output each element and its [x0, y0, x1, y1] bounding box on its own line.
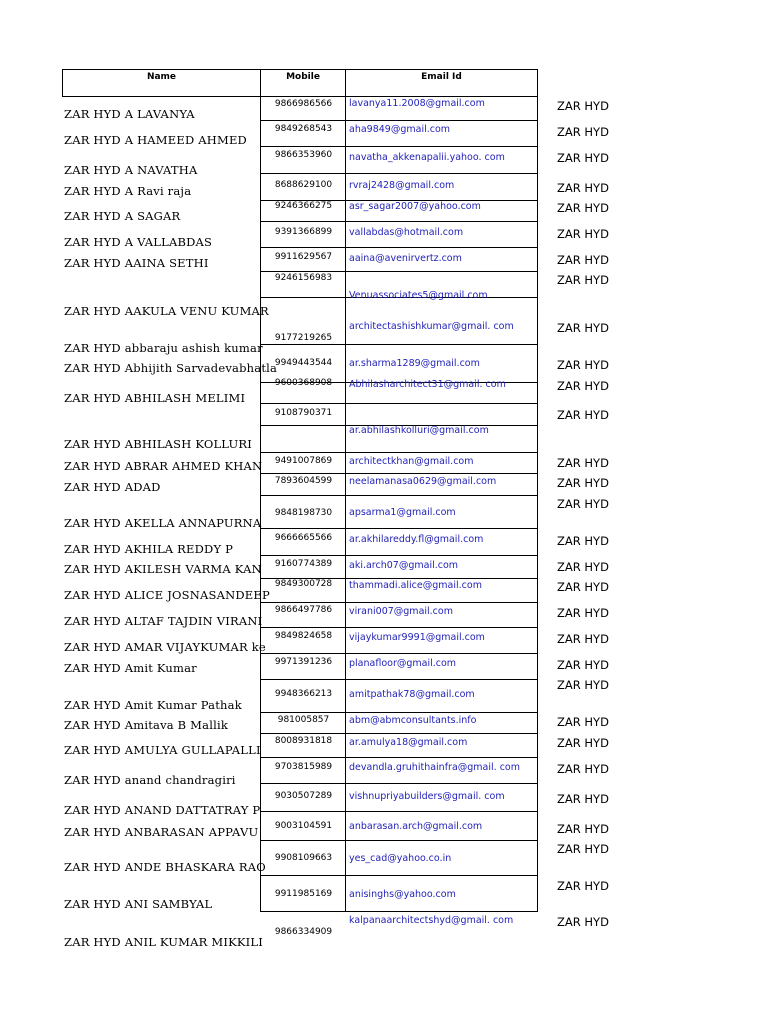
row-name: ZAR HYD ANI SAMBYAL — [64, 897, 213, 911]
mobile-number: 9911985169 — [274, 889, 333, 899]
mobile-cell — [260, 876, 346, 937]
row-name: ZAR HYD ANDE BHASKARA RAO — [64, 860, 266, 874]
row-city: ZAR HYD — [557, 915, 609, 929]
email-cell — [345, 426, 538, 467]
row-name: ZAR HYD ABRAR AHMED KHAN — [64, 459, 263, 473]
mobile-number: 9948366213 — [274, 689, 333, 699]
mobile-cell — [260, 654, 346, 699]
row-city: ZAR HYD — [557, 842, 609, 856]
email-cell — [345, 734, 538, 773]
row-name: ZAR HYD A NAVATHA — [64, 163, 198, 177]
row-city: ZAR HYD — [557, 632, 609, 646]
email-cell — [345, 496, 538, 545]
row-city: ZAR HYD — [557, 879, 609, 893]
email-address[interactable]: architectashishkumar@gmail. com — [349, 321, 514, 332]
email-address[interactable]: ar.sharma1289@gmail.com — [349, 358, 480, 369]
row-city: ZAR HYD — [557, 408, 609, 422]
row-name: ZAR HYD Amit Kumar Pathak — [64, 698, 242, 712]
email-address[interactable]: aha9849@gmail.com — [349, 124, 451, 135]
email-cell — [345, 680, 538, 726]
email-cell — [345, 174, 538, 201]
email-cell — [345, 379, 538, 404]
mobile-number: 9160774389 — [274, 559, 333, 569]
row-name: ZAR HYD AAKULA VENU KUMAR — [64, 304, 269, 318]
row-city: ZAR HYD — [557, 151, 609, 165]
email-address[interactable]: abm@abmconsultants.info — [349, 715, 477, 726]
header-name: Name — [62, 69, 261, 97]
mobile-number: 9866497786 — [274, 605, 333, 615]
row-name: ZAR HYD AKILESH VARMA KAN — [64, 562, 262, 576]
mobile-cell — [260, 222, 346, 248]
email-address[interactable]: asr_sagar2007@yahoo.com — [349, 201, 481, 212]
mobile-number: 981005857 — [277, 715, 330, 725]
mobile-number: 9666665566 — [274, 533, 333, 543]
email-address[interactable]: aki.arch07@gmail.com — [349, 560, 459, 571]
row-name: ZAR HYD A LAVANYA — [64, 107, 195, 121]
row-city: ZAR HYD — [557, 99, 609, 113]
email-address[interactable]: navatha_akkenapalii.yahoo. com — [349, 152, 505, 163]
mobile-number: 9971391236 — [274, 657, 333, 667]
mobile-number: 9849268543 — [274, 124, 333, 134]
row-city: ZAR HYD — [557, 762, 609, 776]
mobile-cell — [260, 174, 346, 201]
email-address[interactable]: devandla.gruhithainfra@gmail. com — [349, 762, 520, 773]
mobile-number: 9108790371 — [274, 408, 333, 418]
mobile-number: 9600368908 — [274, 378, 333, 388]
email-cell — [345, 784, 538, 832]
mobile-cell — [260, 496, 346, 543]
mobile-number: 9246366275 — [274, 201, 333, 211]
email-address[interactable]: ar.akhilareddy.fl@gmail.com — [349, 534, 484, 545]
row-name: ZAR HYD AKHILA REDDY P — [64, 542, 234, 556]
email-cell — [345, 201, 538, 222]
mobile-cell — [260, 147, 346, 174]
email-cell — [345, 556, 538, 591]
email-cell — [345, 713, 538, 748]
row-city: ZAR HYD — [557, 560, 609, 574]
email-cell — [345, 529, 538, 571]
row-name: ZAR HYD A SAGAR — [64, 209, 181, 223]
email-address[interactable]: Venuassociates5@gmail.com — [349, 290, 488, 301]
row-city: ZAR HYD — [557, 736, 609, 750]
mobile-cell — [260, 529, 346, 569]
mobile-cell — [260, 248, 346, 272]
row-name: ZAR HYD A Ravi raja — [64, 184, 192, 198]
email-address[interactable]: yes_cad@yahoo.co.in — [349, 853, 452, 864]
row-city: ZAR HYD — [557, 227, 609, 241]
email-cell — [345, 404, 538, 436]
email-cell — [345, 222, 538, 248]
email-address[interactable]: amitpathak78@gmail.com — [349, 689, 475, 700]
row-name: ZAR HYD AMAR VIJAYKUMAR ke — [64, 640, 266, 654]
row-name: ZAR HYD ABHILASH MELIMI — [64, 391, 246, 405]
row-name: ZAR HYD ANIL KUMAR MIKKILI — [64, 935, 263, 949]
mobile-cell — [260, 784, 346, 831]
email-address[interactable]: thammadi.alice@gmail.com — [349, 580, 482, 591]
mobile-cell — [260, 378, 346, 404]
row-name: ZAR HYD ADAD — [64, 480, 161, 494]
email-cell — [345, 841, 538, 900]
email-cell — [345, 147, 538, 174]
header-email: Email Id — [345, 69, 538, 97]
email-address[interactable]: aaina@avenirvertz.com — [349, 253, 462, 264]
email-address[interactable]: lavanya11.2008@gmail.com — [349, 98, 485, 109]
mobile-number: 9703815989 — [274, 762, 333, 772]
row-city: ZAR HYD — [557, 497, 609, 511]
email-cell — [345, 603, 538, 643]
email-cell — [345, 474, 538, 518]
email-cell — [345, 248, 538, 272]
row-name: ZAR HYD ABHILASH KOLLURI — [64, 437, 252, 451]
row-city: ZAR HYD — [557, 534, 609, 548]
row-name: ZAR HYD Abhijith Sarvadevabhatla — [64, 361, 278, 375]
mobile-cell — [260, 201, 346, 222]
row-city: ZAR HYD — [557, 253, 609, 267]
mobile-cell — [260, 758, 346, 801]
mobile-cell — [260, 812, 346, 863]
mobile-number: 9911629567 — [274, 252, 333, 262]
mobile-number: 9866334909 — [274, 927, 333, 937]
row-name: ZAR HYD A HAMEED AHMED — [64, 133, 247, 147]
email-cell — [345, 121, 538, 147]
mobile-number: 9246156983 — [274, 273, 333, 283]
email-address[interactable]: neelamanasa0629@gmail.com — [349, 476, 497, 487]
mobile-cell — [260, 734, 346, 772]
row-name: ZAR HYD ALTAF TAJDIN VIRANI — [64, 614, 263, 628]
row-name: ZAR HYD ANAND DATTATRAY P — [64, 803, 261, 817]
email-address[interactable]: vishnupriyabuilders@gmail. com — [349, 791, 505, 802]
email-cell — [345, 758, 538, 802]
email-cell — [345, 298, 538, 345]
email-address[interactable]: rvraj2428@gmail.com — [349, 180, 455, 191]
mobile-number: 9949443544 — [274, 358, 333, 368]
row-name: ZAR HYD Amit Kumar — [64, 661, 197, 675]
mobile-number: 9491007869 — [274, 456, 333, 466]
row-city: ZAR HYD — [557, 181, 609, 195]
mobile-cell — [260, 121, 346, 147]
row-name: ZAR HYD ANBARASAN APPAVU — [64, 825, 259, 839]
email-cell — [345, 876, 538, 926]
email-address[interactable]: ar.amulya18@gmail.com — [349, 737, 468, 748]
email-cell — [345, 812, 538, 864]
row-city: ZAR HYD — [557, 715, 609, 729]
email-cell — [345, 272, 538, 301]
mobile-number: 7893604599 — [274, 476, 333, 486]
mobile-cell — [260, 556, 346, 589]
row-city: ZAR HYD — [557, 321, 609, 335]
mobile-cell — [260, 97, 346, 121]
row-city: ZAR HYD — [557, 580, 609, 594]
mobile-number: 9848198730 — [274, 508, 333, 518]
mobile-number: 9003104591 — [274, 821, 333, 831]
email-address[interactable]: virani007@gmail.com — [349, 606, 453, 617]
email-address[interactable]: vallabdas@hotmail.com — [349, 227, 464, 238]
mobile-number: 8008931818 — [274, 736, 333, 746]
row-city: ZAR HYD — [557, 125, 609, 139]
row-name: ZAR HYD A VALLABDAS — [64, 235, 213, 249]
email-address[interactable]: anisinghs@yahoo.com — [349, 889, 456, 900]
mobile-cell — [260, 841, 346, 899]
mobile-number: 9866353960 — [274, 150, 333, 160]
row-name: ZAR HYD AAINA SETHI — [64, 256, 209, 270]
row-name: ZAR HYD AMULYA GULLAPALLI — [64, 743, 261, 757]
email-cell — [345, 654, 538, 700]
email-cell — [345, 579, 538, 617]
mobile-cell — [260, 628, 346, 667]
email-cell — [345, 345, 538, 383]
row-name: ZAR HYD abbaraju ashish kumar — [64, 341, 263, 355]
row-city: ZAR HYD — [557, 201, 609, 215]
row-city: ZAR HYD — [557, 822, 609, 836]
email-cell — [345, 453, 538, 487]
row-city: ZAR HYD — [557, 379, 609, 393]
row-city: ZAR HYD — [557, 658, 609, 672]
email-address[interactable]: anbarasan.arch@gmail.com — [349, 821, 483, 832]
email-address[interactable]: ar.abhilashkolluri@gmail.com — [349, 425, 489, 436]
row-city: ZAR HYD — [557, 606, 609, 620]
row-name: ZAR HYD AKELLA ANNAPURNA — [64, 516, 262, 530]
email-address[interactable]: Abhilasharchitect31@gmail. com — [349, 379, 506, 390]
mobile-cell — [260, 474, 346, 518]
email-address[interactable]: architectkhan@gmail.com — [349, 456, 474, 467]
email-cell — [345, 628, 538, 669]
row-city: ZAR HYD — [557, 678, 609, 692]
mobile-number: 9177219265 — [274, 333, 333, 343]
mobile-number: 9849300728 — [274, 579, 333, 589]
email-cell — [345, 97, 538, 121]
email-address[interactable]: vijaykumar9991@gmail.com — [349, 632, 485, 643]
row-city: ZAR HYD — [557, 476, 609, 490]
mobile-number: 8688629100 — [274, 180, 333, 190]
mobile-cell — [260, 453, 346, 486]
email-address[interactable]: apsarma1@gmail.com — [349, 507, 456, 518]
mobile-number: 9849824658 — [274, 631, 333, 641]
mobile-cell — [260, 272, 346, 298]
row-city: ZAR HYD — [557, 792, 609, 806]
mobile-number: 9908109663 — [274, 853, 333, 863]
row-name: ZAR HYD Amitava B Mallik — [64, 718, 229, 732]
email-address[interactable]: planafloor@gmail.com — [349, 658, 457, 669]
row-name: ZAR HYD ALICE JOSNASANDEEP — [64, 588, 270, 602]
mobile-number: 9391366899 — [274, 227, 333, 237]
mobile-cell — [260, 680, 346, 725]
email-address[interactable]: kalpanaarchitectshyd@gmail. com — [349, 915, 514, 926]
row-name: ZAR HYD anand chandragiri — [64, 773, 236, 787]
header-mobile: Mobile — [260, 69, 346, 97]
row-city: ZAR HYD — [557, 358, 609, 372]
mobile-cell — [260, 404, 346, 426]
mobile-number: 9030507289 — [274, 791, 333, 801]
mobile-cell — [260, 579, 346, 615]
mobile-cell — [260, 298, 346, 345]
row-city: ZAR HYD — [557, 456, 609, 470]
mobile-cell — [260, 713, 346, 746]
mobile-cell — [260, 603, 346, 641]
row-city: ZAR HYD — [557, 273, 609, 287]
mobile-cell — [260, 426, 346, 466]
mobile-number: 9866986566 — [274, 99, 333, 109]
